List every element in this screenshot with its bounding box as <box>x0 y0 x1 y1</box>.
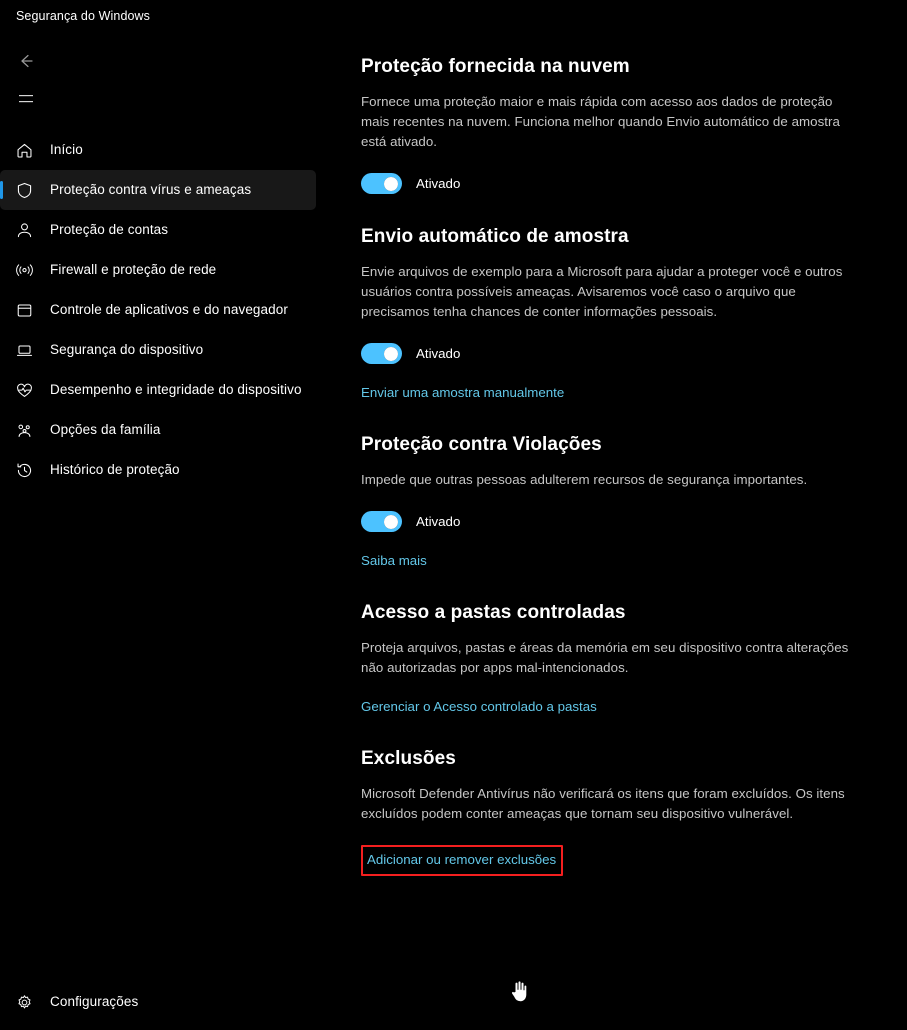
sidebar-item-settings[interactable] <box>0 982 316 1022</box>
sidebar-item-label: Desempenho e integridade do dispositivo <box>50 382 302 397</box>
heart-pulse-icon <box>12 381 36 400</box>
menu-button[interactable] <box>6 80 46 118</box>
sidebar-item-label: Proteção de contas <box>50 222 169 237</box>
home-icon <box>12 141 36 160</box>
sidebar-item-label: Histórico de proteção <box>50 462 180 477</box>
sidebar-item-device-security[interactable] <box>0 330 316 370</box>
sidebar-item-device-performance-health[interactable] <box>0 370 316 410</box>
sidebar-item-firewall-network-protection[interactable] <box>0 250 316 290</box>
manage-controlled-folder-access-link[interactable]: Gerenciar o Acesso controlado a pastas <box>361 699 597 714</box>
sidebar-item-protection-history[interactable] <box>0 450 316 490</box>
gear-icon <box>12 993 36 1012</box>
laptop-icon <box>12 341 36 360</box>
wifi-icon <box>12 261 36 280</box>
window-title: Segurança do Windows <box>16 9 151 23</box>
sidebar-item-label: Firewall e proteção de rede <box>50 262 217 277</box>
section-title: Envio automático de amostra <box>361 226 629 247</box>
sidebar-item-family-options[interactable] <box>0 410 316 450</box>
submit-sample-manually-link[interactable]: Enviar uma amostra manualmente <box>361 385 565 400</box>
section-title: Proteção contra Violações <box>361 434 602 455</box>
back-arrow-icon <box>17 52 35 70</box>
highlight-box <box>361 845 563 876</box>
section-controlled-folder-access <box>361 602 887 716</box>
sample-submission-toggle[interactable] <box>361 343 402 364</box>
family-icon <box>12 421 36 440</box>
history-clock-icon <box>12 461 36 480</box>
app-shell <box>0 32 907 1030</box>
cloud-protection-toggle[interactable] <box>361 173 402 194</box>
section-description: Impede que outras pessoas adulterem recursos de segurança importantes. <box>361 472 808 487</box>
shield-icon <box>12 181 36 200</box>
sidebar-item-label: Controle de aplicativos e do navegador <box>50 302 288 317</box>
add-remove-exclusions-link[interactable]: Adicionar ou remover exclusões <box>367 852 557 867</box>
section-description: Proteja arquivos, pastas e áreas da memória em seu dispositivo contra alterações não autorizadas por apps mal-intencionados. <box>361 640 849 675</box>
sidebar-item-label: Opções da família <box>50 422 161 437</box>
sidebar-item-label: Proteção contra vírus e ameaças <box>50 182 252 197</box>
toggle-row <box>361 511 887 532</box>
sidebar-nav <box>0 130 330 490</box>
back-button[interactable] <box>6 42 46 80</box>
sidebar-item-label: Início <box>50 142 83 157</box>
sidebar-item-inicio[interactable] <box>0 130 316 170</box>
section-title: Acesso a pastas controladas <box>361 602 626 623</box>
tamper-protection-toggle[interactable] <box>361 511 402 532</box>
section-exclusions <box>361 748 887 876</box>
section-cloud-protection <box>361 56 887 194</box>
sidebar-item-account-protection[interactable] <box>0 210 316 250</box>
toggle-state-label: Ativado <box>416 176 461 191</box>
toggle-row <box>361 173 887 194</box>
app-window-icon <box>12 301 36 320</box>
toggle-state-label: Ativado <box>416 346 461 361</box>
main-content <box>330 32 907 1030</box>
toggle-state-label: Ativado <box>416 514 461 529</box>
sidebar-item-virus-threat-protection[interactable] <box>0 170 316 210</box>
title-bar <box>0 0 907 32</box>
section-title: Proteção fornecida na nuvem <box>361 56 630 77</box>
sidebar <box>0 32 330 1030</box>
sidebar-item-label: Segurança do dispositivo <box>50 342 204 357</box>
section-automatic-sample-submission <box>361 226 887 402</box>
sidebar-header <box>0 32 330 118</box>
section-title: Exclusões <box>361 748 456 769</box>
section-tamper-protection <box>361 434 887 570</box>
section-description: Fornece uma proteção maior e mais rápida com acesso aos dados de proteção mais recentes na nuvem. Funciona melhor quando Envio automático de amostra está ativado. <box>361 94 840 149</box>
sidebar-footer <box>0 982 330 1030</box>
person-icon <box>12 221 36 240</box>
section-description: Envie arquivos de exemplo para a Microsoft para ajudar a proteger você e outros usuários contra possíveis ameaças. Avisaremos você caso o arquivo que precisamos tenha chances de conter informações pessoais. <box>361 264 843 319</box>
sidebar-item-app-browser-control[interactable] <box>0 290 316 330</box>
hamburger-icon <box>17 90 35 108</box>
section-description: Microsoft Defender Antivírus não verificará os itens que foram excluídos. Os itens excluídos podem conter ameaças que tornam seu dispositivo vulnerável. <box>361 786 845 821</box>
sidebar-item-label: Configurações <box>50 994 139 1009</box>
toggle-row <box>361 343 887 364</box>
learn-more-link[interactable]: Saiba mais <box>361 553 427 568</box>
